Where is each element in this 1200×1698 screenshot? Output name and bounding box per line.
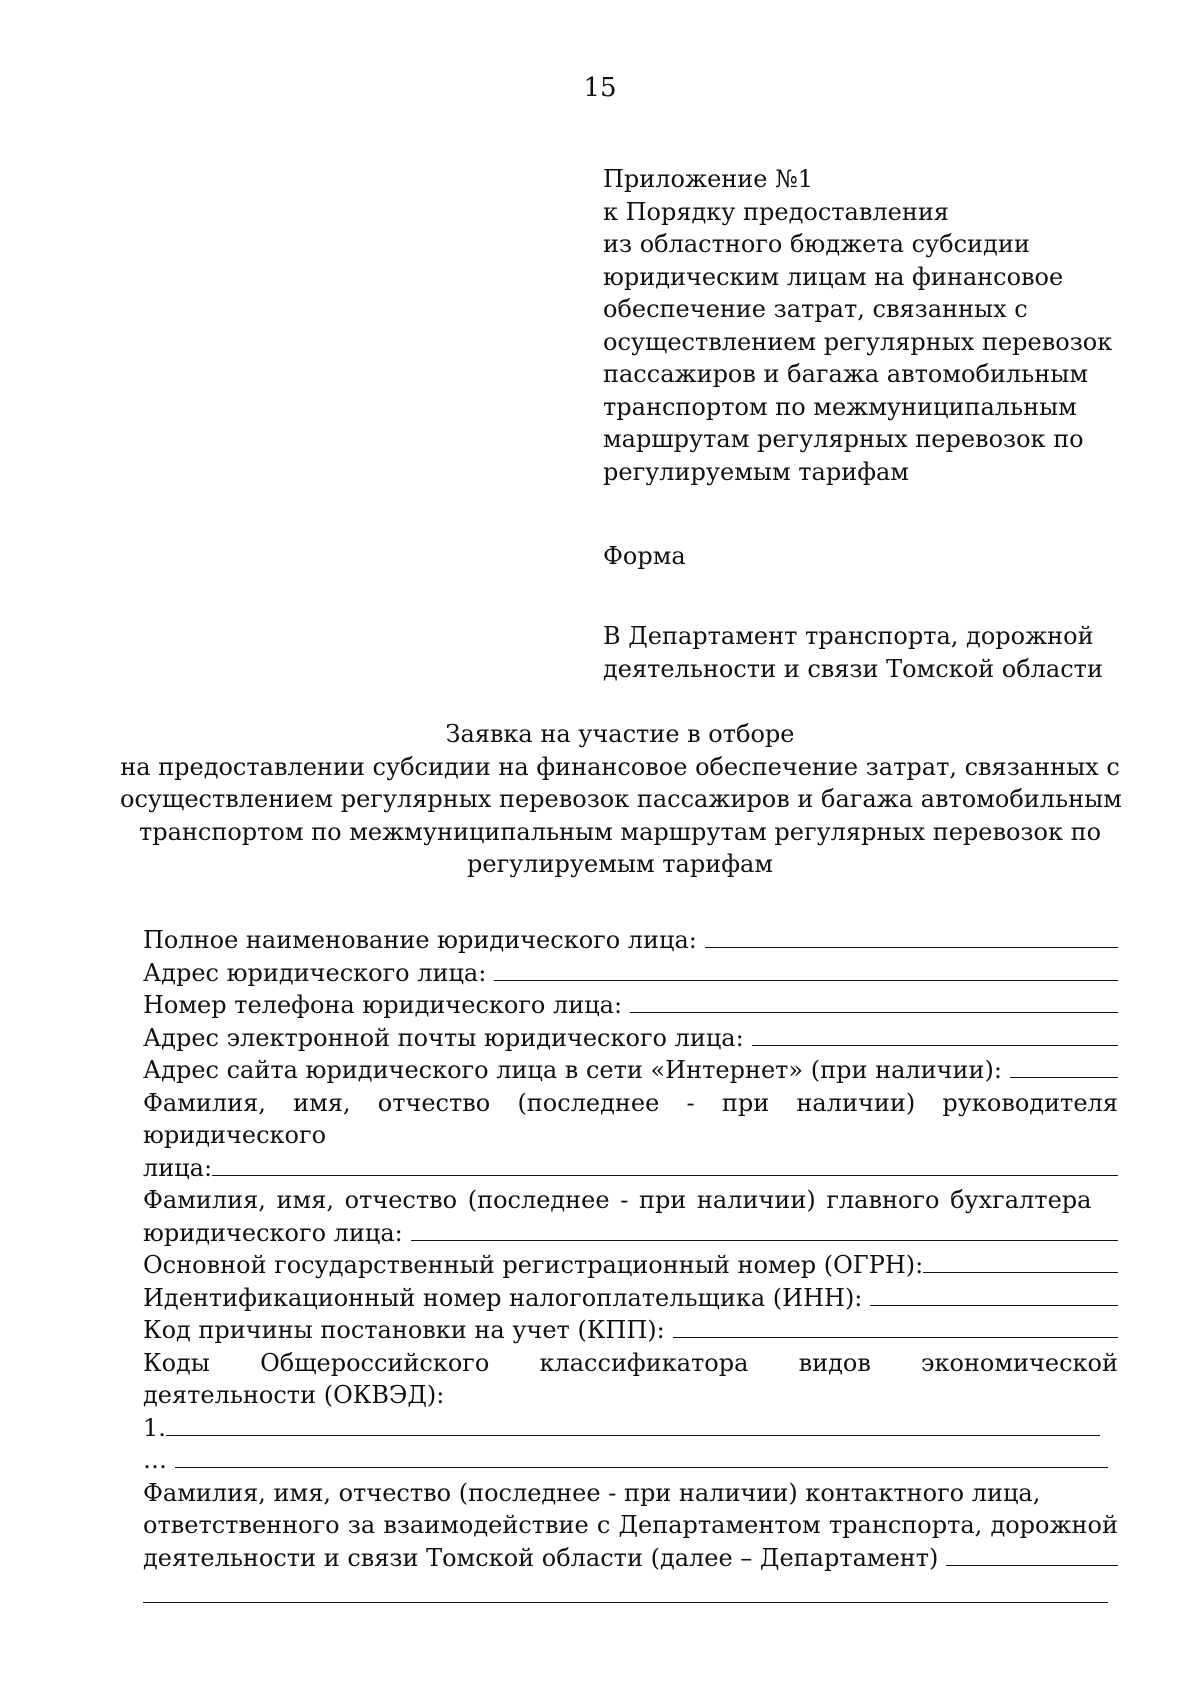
field-director-line3 <box>143 1152 1118 1185</box>
okved-word: экономической <box>921 1348 1118 1377</box>
contact-blank-continuation[interactable] <box>143 1580 1108 1603</box>
field-okved-line1 <box>143 1347 1118 1380</box>
appendix-line: Приложение №1 <box>603 165 814 193</box>
appendix-line: из областного бюджета субсидии <box>603 230 1030 258</box>
address-blank[interactable] <box>494 958 1118 981</box>
field-label: Код причины постановки на учет (КПП): <box>143 1316 665 1344</box>
director-word: - <box>686 1088 695 1117</box>
addressee-block <box>603 620 1123 685</box>
appendix-line: к Порядку предоставления <box>603 197 949 226</box>
addressee-line: В Департамент транспорта, дорожной <box>603 622 1094 650</box>
field-label: деятельности (ОКВЭД): <box>143 1381 445 1409</box>
field-label: … <box>143 1446 167 1474</box>
appendix-line: маршрутам регулярных перевозок по <box>603 425 1084 453</box>
okved-item1-blank[interactable] <box>166 1413 1100 1436</box>
field-okved-line2 <box>143 1379 1118 1412</box>
field-label: Фамилия, имя, отчество (последнее - при наличии) главного бухгалтера <box>143 1186 1092 1214</box>
field-label: юридического <box>143 1121 327 1149</box>
director-word: имя, <box>293 1088 351 1117</box>
page-number: 15 <box>583 73 617 103</box>
appendix-line: юридическим лицам на финансовое <box>603 262 1064 291</box>
field-director-line2 <box>143 1119 1118 1152</box>
field-label: Адрес электронной почты юридического лица: <box>143 1023 744 1052</box>
phone-blank[interactable] <box>630 990 1118 1013</box>
title-line: на предоставлении субсидии на финансовое обеспечение затрат, связанных с <box>120 752 1120 781</box>
inn-blank[interactable] <box>870 1283 1118 1306</box>
accountant-blank[interactable] <box>411 1218 1118 1241</box>
field-contact-line1 <box>143 1477 1118 1510</box>
okved-word: Общероссийского <box>260 1348 490 1377</box>
director-word: Фамилия, <box>143 1088 266 1117</box>
field-label: Адрес юридического лица: <box>143 958 487 987</box>
application-form-fields <box>143 924 1118 1603</box>
form-label: Форма <box>603 542 686 570</box>
field-accountant-line1 <box>143 1184 1118 1217</box>
field-phone <box>143 989 1118 1022</box>
field-label: лица: <box>143 1153 213 1182</box>
website-blank[interactable] <box>1010 1055 1118 1078</box>
title-line: транспортом по межмуниципальным маршрутам регулярных перевозок по <box>138 817 1102 846</box>
title-line: Заявка на участие в отборе <box>445 720 795 748</box>
field-label: Идентификационный номер налогоплательщика (ИНН): <box>143 1283 863 1312</box>
field-full-name <box>143 924 1118 957</box>
kpp-blank[interactable] <box>673 1315 1118 1338</box>
field-label: Номер телефона юридического лица: <box>143 991 623 1019</box>
ogrn-blank[interactable] <box>923 1250 1118 1273</box>
field-okved-item-more <box>143 1444 1118 1477</box>
appendix-line: осуществлением регулярных перевозок <box>603 327 1113 356</box>
okved-more-blank[interactable] <box>175 1445 1108 1468</box>
field-label: Основной государственный регистрационный номер (ОГРН): <box>143 1251 924 1279</box>
full-name-blank[interactable] <box>705 925 1118 948</box>
field-accountant-line2 <box>143 1217 1118 1250</box>
addressee-line: деятельности и связи Томской области <box>603 654 1103 683</box>
title-line: осуществлением регулярных перевозок пассажиров и багажа автомобильным <box>120 785 1122 813</box>
director-word: при <box>721 1088 770 1117</box>
okved-word: классификатора <box>539 1348 749 1377</box>
field-director-line1 <box>143 1087 1118 1120</box>
director-word: руководителя <box>942 1088 1118 1117</box>
field-label: Фамилия, имя, отчество (последнее - при наличии) контактного лица, <box>143 1478 1041 1507</box>
field-contact-line3 <box>143 1542 1118 1575</box>
field-website <box>143 1054 1118 1087</box>
appendix-line: обеспечение затрат, связанных с <box>603 295 1028 323</box>
field-label: Полное наименование юридического лица: <box>143 926 697 954</box>
appendix-block <box>603 163 1123 488</box>
field-kpp <box>143 1314 1118 1347</box>
director-word: отчество <box>377 1088 491 1117</box>
field-address <box>143 957 1118 990</box>
director-word: (последнее <box>517 1088 660 1117</box>
contact-blank[interactable] <box>946 1543 1118 1566</box>
email-blank[interactable] <box>752 1023 1118 1046</box>
appendix-line: пассажиров и багажа автомобильным <box>603 360 1088 388</box>
field-ogrn <box>143 1249 1118 1282</box>
field-okved-item1 <box>143 1412 1118 1445</box>
appendix-line: регулируемым тарифам <box>603 457 909 486</box>
field-email <box>143 1022 1118 1055</box>
title-line: регулируемым тарифам <box>467 850 773 878</box>
appendix-line: транспортом по межмуниципальным <box>603 392 1077 421</box>
field-inn <box>143 1282 1118 1315</box>
field-label: Адрес сайта юридического лица в сети «Интернет» (при наличии): <box>143 1056 1002 1084</box>
application-title <box>120 718 1120 881</box>
field-label: юридического лица: <box>143 1218 403 1247</box>
field-contact-line2: ответственного за взаимодействие с Департаментом транспорта, дорожной <box>143 1511 1118 1539</box>
director-blank[interactable] <box>212 1153 1118 1176</box>
field-label: деятельности и связи Томской области (далее – Департамент) <box>143 1543 939 1572</box>
okved-word: Коды <box>143 1348 210 1377</box>
field-label: 1. <box>143 1413 166 1442</box>
okved-word: видов <box>798 1348 871 1377</box>
director-word: наличии) <box>796 1088 916 1117</box>
